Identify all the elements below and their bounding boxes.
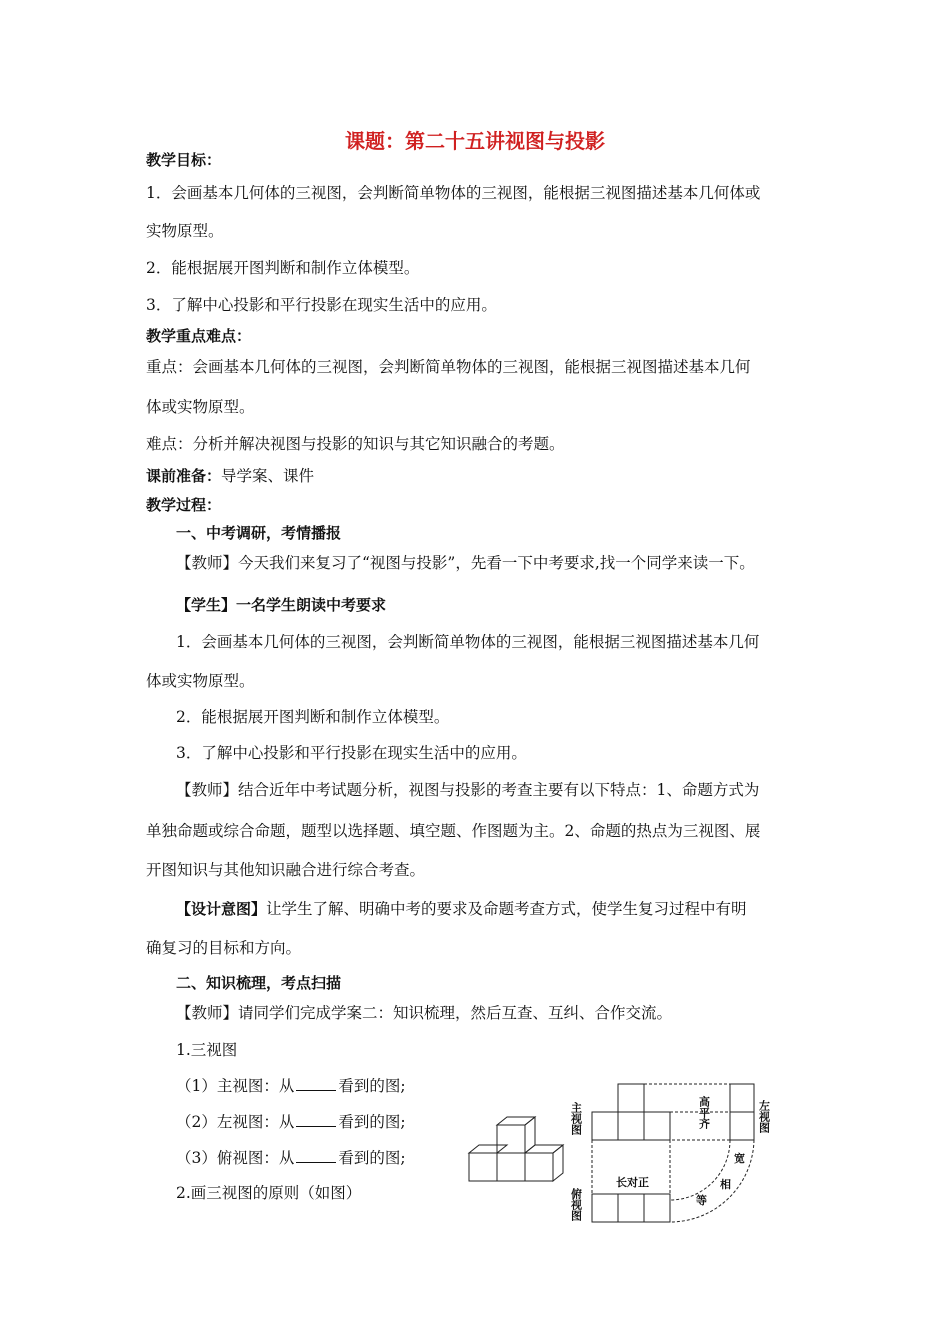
front-view-blank[interactable] <box>296 1076 336 1091</box>
item-drawing-principle: 2.画三视图的原则（如图） <box>176 1184 362 1202</box>
prep-label: 课前准备： <box>146 467 222 485</box>
requirement-1b: 体或实物原型。 <box>146 672 255 690</box>
goal-line-2: 实物原型。 <box>146 222 224 240</box>
section2-title: 二、知识梳理，考点扫描 <box>176 974 342 992</box>
left-view-label: 左视图 <box>757 1100 771 1133</box>
design-intent-text: 让学生了解、明确中考的要求及命题考查方式，使学生复习过程中有明 <box>266 900 747 918</box>
width-label-3: 等 <box>696 1194 707 1207</box>
design-intent-label: 【设计意图】 <box>176 900 267 918</box>
teacher-line-2b: 单独命题或综合命题，题型以选择题、填空题、作图题为主。2、命题的热点为三视图、展 <box>146 822 761 840</box>
width-label-2: 相 <box>720 1178 731 1191</box>
item-three-views: 1.三视图 <box>176 1041 238 1059</box>
left-view-line <box>176 1112 406 1132</box>
prep-line <box>146 466 314 486</box>
left-view-suffix: 看到的图; <box>338 1113 406 1131</box>
design-intent-line-2: 确复习的目标和方向。 <box>146 939 302 957</box>
top-view-suffix: 看到的图; <box>338 1149 406 1167</box>
prep-text: 导学案、课件 <box>221 467 315 485</box>
top-view-line <box>176 1148 406 1168</box>
left-view-blank[interactable] <box>296 1112 336 1127</box>
left-view-prefix: （2）左视图：从 <box>176 1113 295 1131</box>
goals-heading: 教学目标： <box>146 151 222 169</box>
process-heading: 教学过程： <box>146 496 222 514</box>
cube-block-figure <box>465 1115 565 1185</box>
top-view-label: 俯视图 <box>570 1188 583 1221</box>
key-point-line-2: 体或实物原型。 <box>146 398 255 416</box>
top-view-blank[interactable] <box>296 1148 336 1163</box>
teacher-line-1: 【教师】今天我们来复习了“视图与投影”，先看一下中考要求,找一个同学来读一下。 <box>176 554 755 572</box>
goal-line-3: 2．能根据展开图判断和制作立体模型。 <box>146 259 420 277</box>
teacher-line-2c: 开图知识与其他知识融合进行综合考查。 <box>146 861 426 879</box>
difficult-point: 难点：分析并解决视图与投影的知识与其它知识融合的考题。 <box>146 435 565 453</box>
main-view-box <box>592 1112 670 1140</box>
three-view-diagram <box>570 1078 780 1226</box>
section1-title: 一、中考调研，考情播报 <box>176 524 342 542</box>
requirement-1a: 1．会画基本几何体的三视图，会判断简单物体的三视图，能根据三视图描述基本几何 <box>176 633 760 651</box>
focus-heading: 教学重点难点： <box>146 327 252 345</box>
key-point-line-1: 重点：会画基本几何体的三视图，会判断简单物体的三视图，能根据三视图描述基本几何 <box>146 358 751 376</box>
goal-line-1: 1．会画基本几何体的三视图，会判断简单物体的三视图，能根据三视图描述基本几何体或 <box>146 184 761 202</box>
teacher-line-2a: 【教师】结合近年中考试题分析，视图与投影的考查主要有以下特点：1、命题方式为 <box>176 781 760 799</box>
page-title: 课题：第二十五讲视图与投影 <box>345 129 605 153</box>
top-view-prefix: （3）俯视图：从 <box>176 1149 295 1167</box>
teacher-line-3: 【教师】请同学们完成学案二：知识梳理，然后互查、互纠、合作交流。 <box>176 1004 673 1022</box>
long-aligned-label: 长对正 <box>616 1176 649 1189</box>
front-view-prefix: （1）主视图：从 <box>176 1077 295 1095</box>
front-view-line <box>176 1076 406 1096</box>
student-line: 【学生】一名学生朗读中考要求 <box>176 596 387 614</box>
top-view-box <box>592 1194 670 1222</box>
width-label-1: 宽 <box>734 1152 745 1165</box>
high-aligned-label: 高平齐 <box>697 1096 711 1129</box>
front-view-suffix: 看到的图; <box>338 1077 406 1095</box>
requirement-2: 2．能根据展开图判断和制作立体模型。 <box>176 708 450 726</box>
design-intent-line-1 <box>176 899 747 919</box>
requirement-3: 3．了解中心投影和平行投影在现实生活中的应用。 <box>176 744 527 762</box>
main-view-label: 主视图 <box>570 1102 583 1135</box>
goal-line-4: 3．了解中心投影和平行投影在现实生活中的应用。 <box>146 296 497 314</box>
